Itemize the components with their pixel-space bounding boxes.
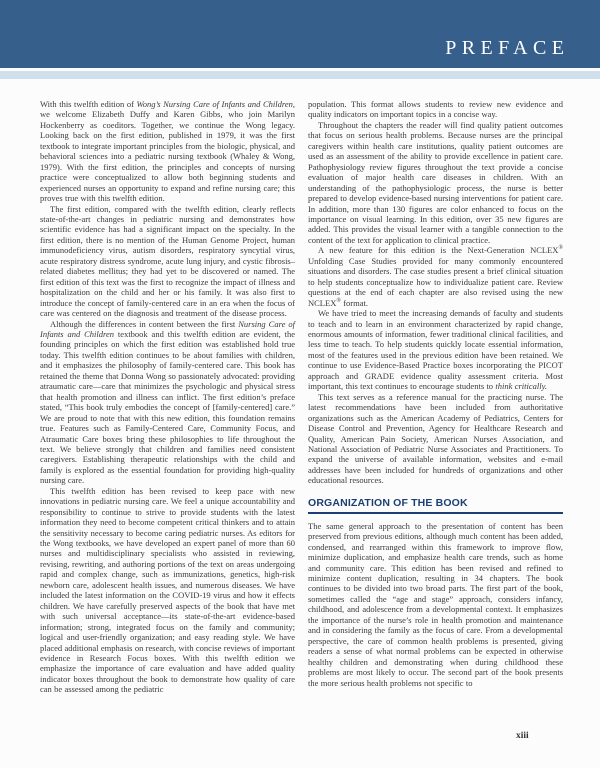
- section-heading: ORGANIZATION OF THE BOOK: [308, 497, 563, 514]
- body-content: [40, 99, 563, 695]
- paragraph: This twelfth edition has been revised to keep pace with new innovations in pediatric nursing care. We feel a unique accountability and responsibility to continue to strive to provide students with the latest information they need to become competent critical thinkers and to attain the sensitivity necessary to become caring pediatric nurses. As editors for the Wong textbooks, we have developed an expert panel of more than 60 nurses and multidisciplinary specialists who assisted in reviewing, revising, rewriting, and authoring portions of the text on areas undergoing rapid and complex change, such as immunizations, genetics, high-risk newborn care, adolescent health issues, and numerous diseases. We have included the latest information on the COVID-19 virus and how it effects children. We have carefully preserved aspects of the book that have met with such universal acceptance—its state-of-the-art evidence-based information; strong, integrated focus on the family and community; logical and user-friendly organization; and easy reading style. We have placed additional emphasis on research, with concise reviews of important evidence in Research Focus boxes. With this twelfth edition we emphasize the importance of care evaluation and have added quality indicator boxes throughout the book to demonstrate how quality of care can be assessed among the pediatric: [40, 485, 295, 695]
- paragraph: We have tried to meet the increasing demands of faculty and students to teach and to learn in an environment characterized by rapid change, enormous amounts of information, fewer traditional clinical facilities, and less time to teach. To help students quickly locate essential information, most of the features used in the previous edition have been retained. We continue to use Evidence-Based Practice boxes incorporating the PICOT approach and GRADE evidence quality assessment criteria. Most important, this text continues to encourage students to think critically.: [308, 308, 563, 392]
- paragraph: The same general approach to the presentation of content has been preserved from previous editions, although much content has been added, condensed, and rearranged within this framework to improve flow, minimize duplication, and emphasize health care trends, such as home and community care. This edition has been revised and refined to minimize content duplication, resulting in 34 chapters. The book continues to be divided into two broad parts. The first part of the book, sometimes called the “age and stage” approach, considers infancy, childhood, and adolescence from a developmental context. It emphasizes the importance of the nurse’s role in health promotion and maintenance and in considering the family as the focus of care. From a developmental perspective, the care of common health problems is presented, giving readers a sense of what normal problems can be expected in otherwise healthy children and demonstrating when during childhood these problems are most likely to occur. The second part of the book presents the more serious health problems not specific to: [308, 520, 563, 688]
- left-column: [40, 99, 295, 695]
- paragraph: population. This format allows students to review new evidence and quality indicators on important topics in a concise way.: [308, 99, 563, 120]
- paragraph: This text serves as a reference manual for the practicing nurse. The latest recommendations have been included from authoritative organizations such as the American Academy of Pediatrics, Centers for Disease Control and Prevention, Agency for Healthcare Research and Quality, American Pain Society, American Nurses Association, and National Association of Pediatric Nurse Associates and Practitioners. To expand the universe of available information, websites and e-mail addresses have been included for hundreds of organizations and other educational resources.: [308, 391, 563, 486]
- page-title: PREFACE: [445, 37, 570, 59]
- header-band: [0, 0, 600, 68]
- accent-strip: [0, 71, 600, 79]
- paragraph: With this twelfth edition of Wong’s Nursing Care of Infants and Children, we welcome Elizabeth Duffy and Karen Gibbs, who join Marilyn Hockenberry as coeditors. Together, we continue the Wong legacy. Looking back on the first edition, published in 1979, it was the first textbook to integrate important principles from the biologic, physical, and behavioral sciences into a pediatric nursing textbook (Whaley & Wong, 1979). With the first edition, the principles and concepts of nursing practice were conceptualized to allow both beginning students and experienced nurses an opportunity to expand and refine nursing care; this proves true with this twelfth edition.: [40, 99, 295, 204]
- paragraph: A new feature for this edition is the Next-Generation NCLEX® Unfolding Case Studies provided for many commonly encountered situations and disorders. The case studies present a brief clinical situation to help students conceptualize how to individualize patient care. Review questions at the end of each chapter are also revised using the new NCLEX® format.: [308, 245, 563, 308]
- paragraph: Throughout the chapters the reader will find quality patient outcomes that focus on serious health problems. Because nurses are the principal caregivers within health care institutions, quality patient outcomes are used as an assessment of the ability to provide excellence in patient care. Pathophysiology review figures throughout the text provide a concise evaluation of major health care diseases in children. With an understanding of the pathophysiologic process, the nurse is better prepared to develop evidence-based nursing interventions for patient care. In addition, more than 130 figures are color enhanced to focus on the importance on visual learning. In this edition, over 35 new figures are added. This provides the visual learner with a tangible connection to the content of the text for application to clinical practice.: [308, 119, 563, 245]
- right-column: [308, 99, 563, 695]
- paragraph: The first edition, compared with the twelfth edition, clearly reflects state-of-the-art changes in pediatric nursing and demonstrates how scientific evidence has had a significant impact on the specialty. In the first edition, there is no mention of the Human Genome Project, human immunodeficiency virus, autism disorders, respiratory syncytial virus, acute respiratory distress syndrome, acute lung injury, and cystic fibrosis–related diabetes mellitus; they had yet to be discovered or named. The first edition of this text was the first to recognize the impact of illness and hospitalization on the child and her or his family. It was also first to introduce the concept of family-centered care in an era when the focus of care was centered on the diagnosis and treatment of the disease process.: [40, 203, 295, 319]
- paragraph: Although the differences in content between the first Nursing Care of Infants and Children textbook and this twelfth edition are evident, the founding principles on which the first edition was established hold true today. This twelfth edition continues to be about families with children, and it emphasizes the philosophy of family-centered care. This book has retained the theme that Donna Wong so passionately advocated: providing atraumatic care—care that minimizes the psychologic and physical stress that health promotion and illness can inflict. The first edition’s preface stated, “This book truly embodies the concept of [family-centered] care.” We are proud to note that with this new edition, this foundation remains true. Features such as Family-Centered Care, Community Focus, and Atraumatic Care boxes bring these philosophies to life throughout the text. We believe strongly that children and families need consistent caregivers. Establishing therapeutic relationships with the child and family is explored as the essential foundation for providing high-quality nursing care.: [40, 318, 295, 486]
- page-number: xiii: [516, 731, 529, 741]
